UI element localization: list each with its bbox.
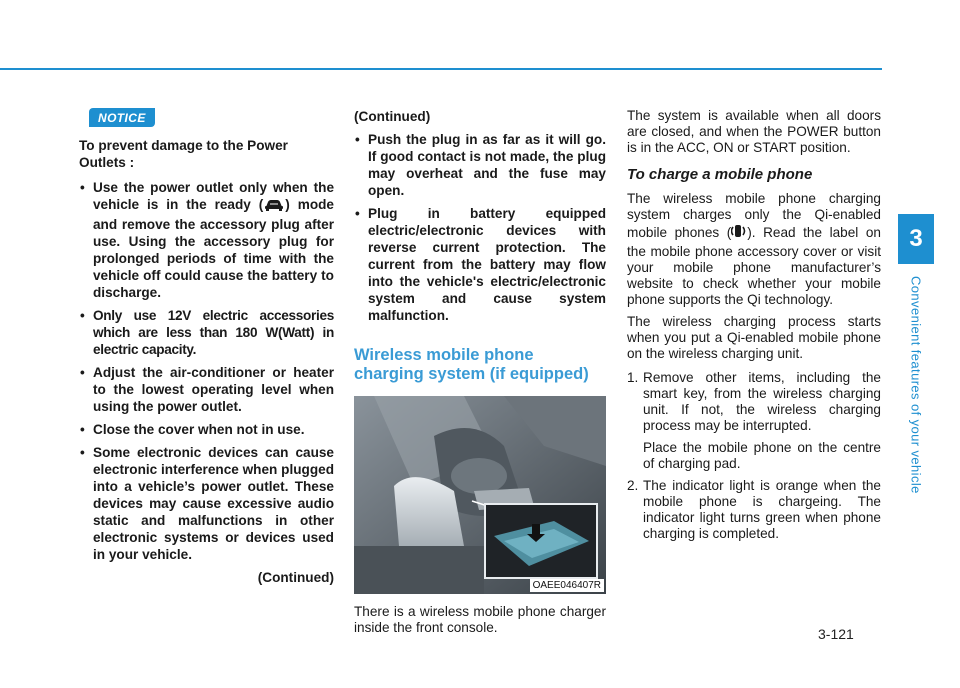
notice-bullet xyxy=(79,307,334,358)
notice-bullet xyxy=(79,421,334,438)
notice-bullet xyxy=(79,179,334,301)
step-text: Remove other items, including the smart key, from the wireless charging unit. If not, the wireless charging process may be interrupted. xyxy=(643,370,881,433)
bullet-text: Push the plug in as far as it will go. If good contact is not made, the plug may overheat and the fuse may open. xyxy=(368,132,606,198)
continued-label: (Continued) xyxy=(257,570,334,585)
step-text: Place the mobile phone on the centre of charging pad. xyxy=(643,440,881,471)
console-illustration xyxy=(354,396,606,594)
bullet-text: Use the power outlet only when the vehicle is in the ready ( xyxy=(93,180,334,212)
notice-bullet xyxy=(354,131,606,199)
notice-list xyxy=(79,179,334,563)
subheading: To charge a mobile phone xyxy=(627,166,813,183)
notice-label: NOTICE xyxy=(89,108,155,127)
bullet-text: Adjust the air-conditioner or heater to the lowest operating level when using the power outlet. xyxy=(93,365,334,414)
bullet-text: ) mode and remove the accessory plug after use. Using the accessory plug for prolonged periods of time with the vehicle off could cause the battery to discharge. xyxy=(93,197,334,300)
steps-list xyxy=(627,370,881,542)
chapter-number: 3 xyxy=(909,225,923,252)
console-photo xyxy=(354,396,606,594)
step-number: 1. xyxy=(627,370,639,385)
car-ready-icon xyxy=(263,198,285,216)
body-text-part: ). Read the label on the mobile phone accessory cover or visit your mobile phone manufacturer’s website to check whether your mobile phone supports the Qi technology. xyxy=(627,225,881,307)
notice-bullet xyxy=(354,205,606,324)
body-text-part: The wireless mobile phone charging system charges only the Qi-enabled mobile phones ( xyxy=(627,191,881,240)
qi-wireless-icon xyxy=(731,223,747,244)
step-number: 2. xyxy=(627,478,639,493)
column-3 xyxy=(627,108,881,548)
bullet-text: Close the cover when not in use. xyxy=(93,422,305,437)
notice-intro: To prevent damage to the Power Outlets : xyxy=(79,138,288,170)
chapter-tab xyxy=(898,214,934,264)
column-2 xyxy=(354,108,606,636)
page-number: 3-121 xyxy=(818,626,854,642)
step-item xyxy=(627,370,881,472)
header-rule xyxy=(0,68,882,70)
notice-bullet xyxy=(79,444,334,563)
continued-label: (Continued) xyxy=(354,109,431,124)
body-text: The system is available when all doors are closed, and when the POWER button is in the ACC, ON or START position. xyxy=(627,108,881,155)
section-heading: Wireless mobile phone charging system (if equipped) xyxy=(354,346,589,383)
step-item xyxy=(627,478,881,542)
bullet-text: Only use 12V electric accessories which are less than 180 W(Watt) in electric capacity. xyxy=(93,308,334,357)
body-text: The wireless charging process starts when you put a Qi-enabled mobile phone on the wireless charging unit. xyxy=(627,314,881,361)
step-text: The indicator light is orange when the mobile phone is chargeing. The indicator light turns green when phone charging is completed. xyxy=(643,478,881,541)
notice-bullet xyxy=(79,364,334,415)
bullet-text: Some electronic devices can cause electronic interference when plugged into a vehicle’s power outlet. These devices may cause excessive audio static and malfunctions in other electronic systems or devices used in your vehicle. xyxy=(93,445,334,562)
notice-list-continued xyxy=(354,131,606,324)
column-1 xyxy=(79,108,334,586)
bullet-text: Plug in battery equipped electric/electronic devices with reverse current protection. The current from the battery may flow into the vehicle's electric/electronic system and cause system malfunction. xyxy=(368,206,606,323)
body-text xyxy=(627,191,881,308)
image-caption: OAEE046407R xyxy=(530,579,604,592)
body-text: There is a wireless mobile phone charger inside the front console. xyxy=(354,604,606,635)
chapter-title: Convenient features of your vehicle xyxy=(908,276,924,494)
